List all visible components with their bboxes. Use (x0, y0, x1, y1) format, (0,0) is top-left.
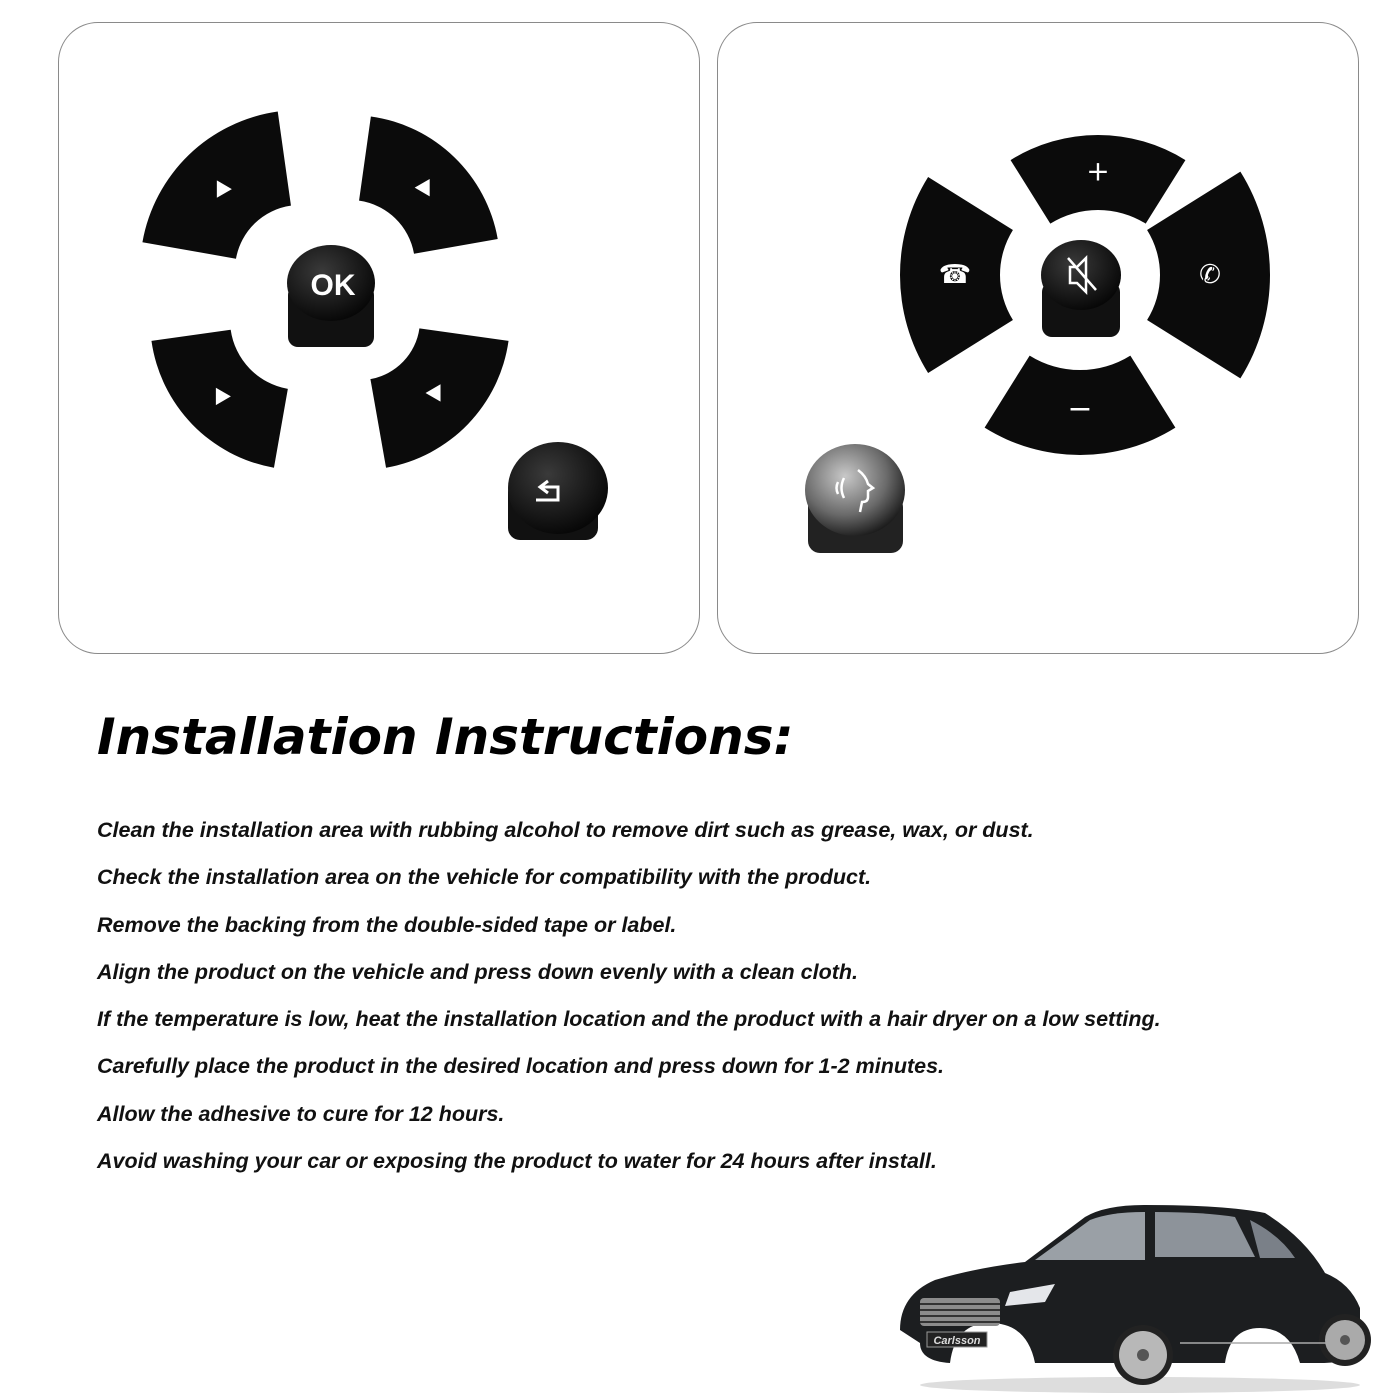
ok-label: OK (310, 269, 356, 302)
car-image (890, 1180, 1390, 1400)
back-button (508, 442, 608, 540)
instructions-title: Installation Instructions: (97, 708, 794, 766)
plus-label: + (1086, 154, 1110, 188)
license-plate: Carlsson (933, 1335, 981, 1347)
instruction-step: Carefully place the product in the desired location and press down for 1-2 minutes. (97, 1054, 945, 1079)
instruction-step: Align the product on the vehicle and press down evenly with a clean cloth. (97, 959, 858, 984)
instruction-step: Allow the adhesive to cure for 12 hours. (97, 1101, 505, 1126)
voice-button (805, 444, 905, 553)
arrow-button-up-left (142, 112, 291, 259)
instruction-step: Avoid washing your car or exposing the product to water for 24 hours after install. (97, 1149, 937, 1174)
instruction-step: Clean the installation area with rubbing alcohol to remove dirt such as grease, wax, or dust. (97, 818, 1034, 842)
mute-button (1041, 240, 1121, 337)
instruction-step: Check the installation area on the vehicle for compatibility with the product. (97, 865, 872, 890)
phone-answer-icon: ✆ (1199, 260, 1221, 290)
instruction-steps (97, 813, 1387, 1191)
minus-label: − (1067, 391, 1093, 427)
ok-button (287, 245, 375, 347)
instruction-step: If the temperature is low, heat the installation location and the product with a hair dryer on a low setting. (97, 1007, 1161, 1032)
instruction-step: Remove the backing from the double-sided tape or label. (97, 912, 677, 937)
phone-hangup-icon: ☎ (938, 260, 972, 290)
